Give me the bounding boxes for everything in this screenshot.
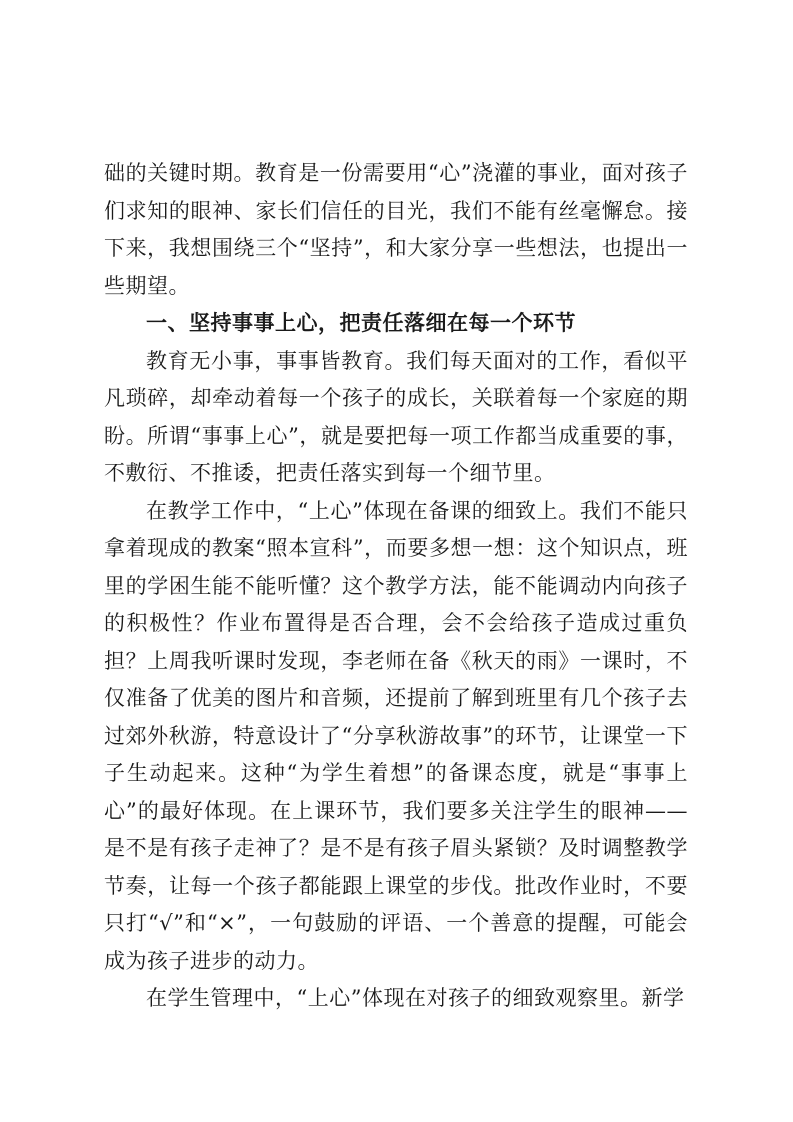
paragraph-continuation: 础的关键时期。教育是一份需要用“心”浇灌的事业，面对孩子们求知的眼神、家长们信任的目光，我们不能有丝毫懈怠。接下来，我想围绕三个“坚持”，和大家分享一些想法，也提出一些期望。 [104, 161, 688, 298]
paragraph: 在学生管理中，“上心”体现在对孩子的细致观察里。新学 [146, 986, 685, 1010]
document-body [104, 155, 688, 1018]
section-heading: 一、坚持事事上心，把责任落细在每一个环节 [146, 311, 576, 335]
paragraph: 在教学工作中，“上心”体现在备课的细致上。我们不能只拿着现成的教案“照本宣科”，而要多想一想：这个知识点，班里的学困生能不能听懂？这个教学方法，能不能调动内向孩子的积极性？作业布置得是否合理，会不会给孩子造成过重负担？上周我听课时发现，李老师在备《秋天的雨》一课时，不仅准备了优美的图片和音频，还提前了解到班里有几个孩子去过郊外秋游，特意设计了“分享秋游故事”的环节，让课堂一下子生动起来。这种“为学生着想”的备课态度，就是“事事上心”的最好体现。在上课环节，我们要多关注学生的眼神——是不是有孩子走神了？是不是有孩子眉头紧锁？及时调整教学节奏，让每一个孩子都能跟上课堂的步伐。批改作业时，不要只打“√”和“×”，一句鼓励的评语、一个善意的提醒，可能会成为孩子进步的动力。 [104, 498, 688, 973]
paragraph: 教育无小事，事事皆教育。我们每天面对的工作，看似平凡琐碎，却牵动着每一个孩子的成长，关联着每一个家庭的期盼。所谓“事事上心”，就是要把每一项工作都当成重要的事，不敷衍、不推诿，把责任落实到每一个细节里。 [104, 348, 688, 485]
